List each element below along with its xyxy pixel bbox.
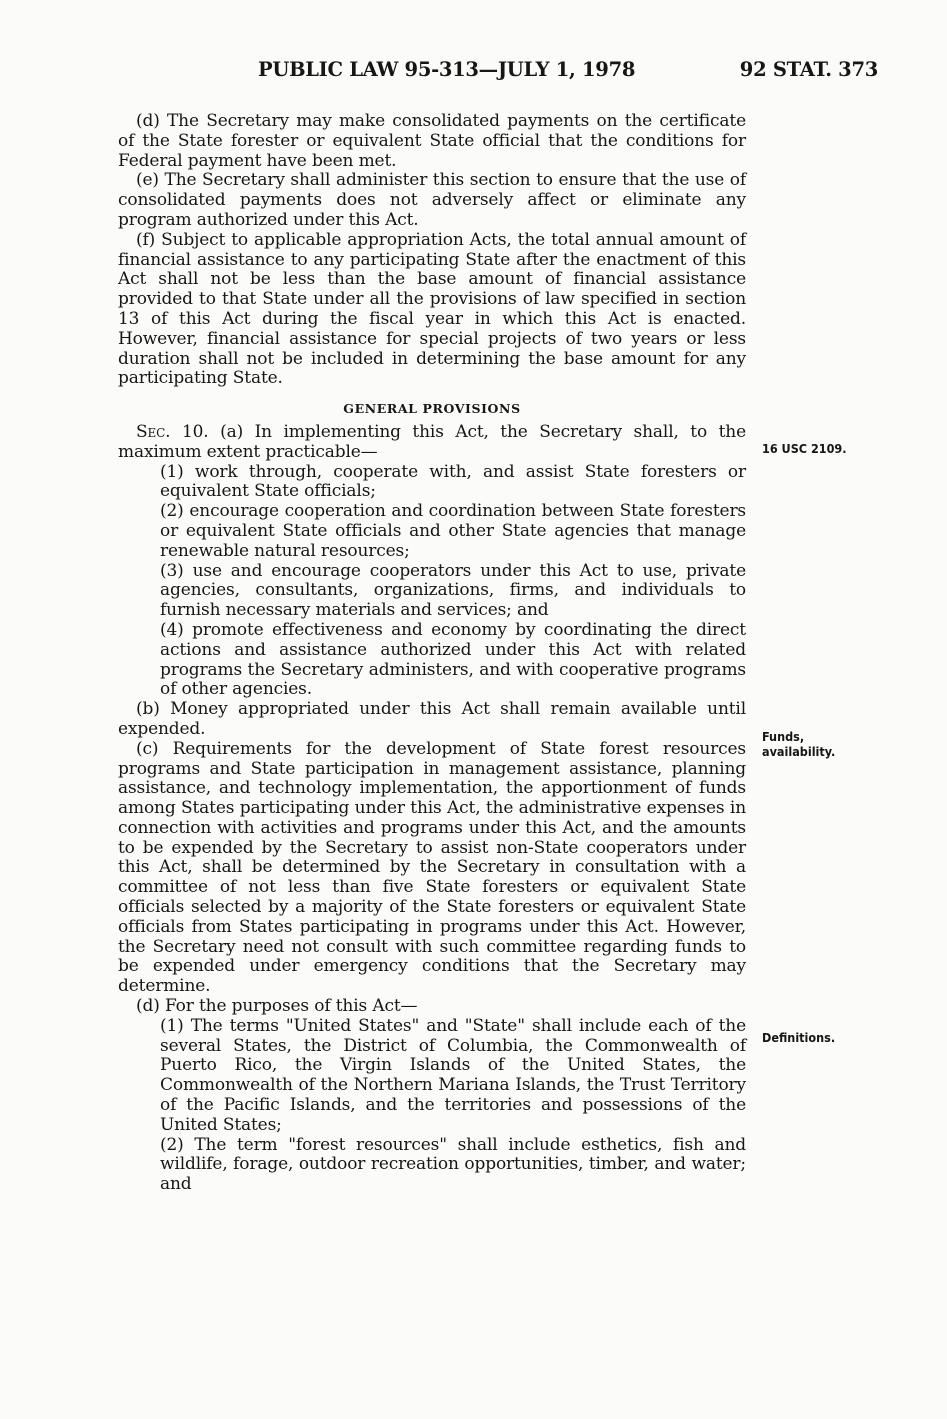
list-item-d2: (2) The term "forest resources" shall include esthetics, fish and wildlife, forage, outdoor recreation opportunities, timber, and water; and (160, 1134, 746, 1195)
paragraph-d-purposes: (d) For the purposes of this Act— (136, 996, 418, 1017)
page-header (118, 58, 878, 88)
header-stat-citation: 92 STAT. 373 (739, 58, 878, 81)
list-item-d1: (1) The terms "United States" and "State" shall include each of the several States, the District of Columbia, the Commonwealth of Puerto Rico, the Virgin Islands of the United States, the Commonwealth of the Northern Mariana Islands, the Trust Territory of the Pacific Islands, and the territories and possessions of the United States; (160, 1015, 746, 1135)
margin-note-funds: Funds, (762, 729, 805, 744)
margin-note-usc-citation: 16 USC 2109. (762, 441, 847, 456)
list-item-a1: (1) work through, cooperate with, and assist State foresters or equivalent State officials; (160, 461, 746, 502)
list-item-a4: (4) promote effectiveness and economy by coordinating the direct actions and assistance authorized under this Act with related programs the Secretary administers, and with cooperative programs of other agencies. (160, 619, 746, 700)
section-10-intro (118, 423, 746, 463)
header-title: PUBLIC LAW 95-313—JULY 1, 1978 (258, 58, 636, 81)
section-heading: GENERAL PROVISIONS (343, 401, 521, 417)
paragraph-d-consolidated-payments: (d) The Secretary may make consolidated payments on the certificate of the State forester or equivalent State official that the conditions for Federal payment have been met. (118, 111, 746, 171)
list-item-a2: (2) encourage cooperation and coordination between State foresters or equivalent State officials and other State agencies that manage renewable natural resources; (160, 501, 746, 561)
section-label: Sec. (136, 421, 171, 442)
list-item-a3: (3) use and encourage cooperators under this Act to use, private agencies, consultants, organizations, firms, and individuals to furnish necessary materials and services; and (160, 560, 746, 621)
section-10-text: 10. (a) In implementing this Act, the Secretary shall, to the maximum extent practicable— (118, 421, 746, 462)
margin-note-availability: availability. (762, 744, 836, 759)
paragraph-b-money: (b) Money appropriated under this Act shall remain available until expended. (118, 699, 746, 739)
margin-note-definitions: Definitions. (762, 1030, 836, 1045)
paragraph-c-requirements: (c) Requirements for the development of State forest resources programs and State participation in management assistance, planning assistance, and technology implementation, the apportionment of funds among States participating under this Act, the administrative expenses in connection with activities and programs under this Act, and the amounts to be expended by the Secretary to assist non-State cooperators under this Act, shall be determined by the Secretary in consultation with a committee of not less than five State foresters or equivalent State officials selected by a majority of the State foresters or equivalent State officials from States participating in programs under this Act. However, the Secretary need not consult with such committee regarding funds to be expended under emergency conditions that the Secretary may determine. (118, 738, 746, 997)
paragraph-e-administer: (e) The Secretary shall administer this section to ensure that the use of consolidated payments does not adversely affect or eliminate any program authorized under this Act. (118, 170, 746, 230)
paragraph-f-subject: (f) Subject to applicable appropriation Acts, the total annual amount of financial assistance to any participating State after the enactment of this Act shall not be less than the base amount of financial assistance provided to that State under all the provisions of law specified in section 13 of this Act during the fiscal year in which this Act is enacted. However, financial assistance for special projects of two years or less duration shall not be included in determining the base amount for any participating State. (118, 229, 746, 389)
body-text (118, 112, 746, 1195)
